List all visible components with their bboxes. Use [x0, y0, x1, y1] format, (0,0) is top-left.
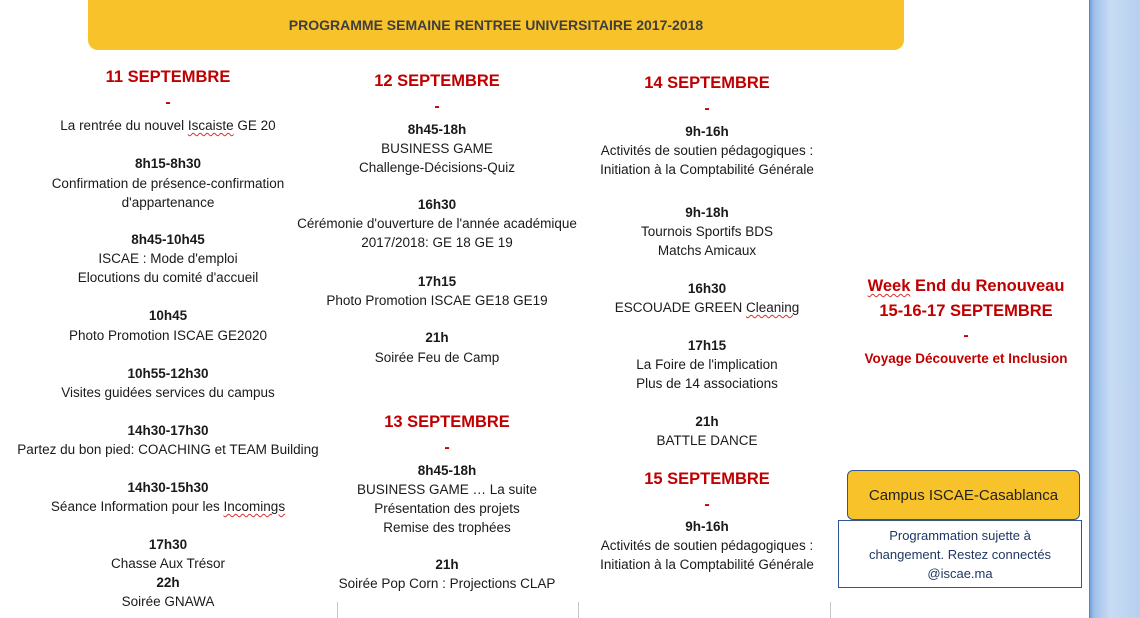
- date-dash: -: [704, 496, 710, 513]
- event-time: 14h30-15h30: [127, 480, 209, 495]
- date-dash: -: [704, 100, 710, 117]
- event-time: 16h30: [687, 281, 727, 296]
- event-time: 8h45-18h: [417, 463, 477, 478]
- event-desc: Elocutions du comité d'accueil: [77, 270, 259, 285]
- event-time: 8h45-18h: [407, 122, 467, 137]
- column-divider: [337, 602, 338, 618]
- notice-line: @iscae.ma: [927, 565, 993, 581]
- event-desc: Activités de soutien pédagogiques :: [600, 143, 814, 158]
- notice-line: Programmation sujette à: [889, 527, 1031, 543]
- event-desc: ISCAE : Mode d'emploi: [98, 251, 238, 266]
- weekend-dash: -: [963, 327, 969, 344]
- event-desc: BATTLE DANCE: [656, 433, 758, 448]
- event-desc: Initiation à la Comptabilité Générale: [600, 162, 814, 177]
- event-desc: d'appartenance: [121, 195, 215, 210]
- event-time: 17h15: [687, 338, 727, 353]
- program-title: PROGRAMME SEMAINE RENTREE UNIVERSITAIRE 2017-2018: [288, 17, 704, 33]
- event-desc: Séance Information pour les Incomings: [50, 499, 286, 514]
- event-desc: BUSINESS GAME … La suite: [356, 482, 538, 497]
- event-desc: Tournois Sportifs BDS: [640, 224, 774, 239]
- column-divider: [578, 602, 579, 618]
- date-heading: 14 SEPTEMBRE: [644, 74, 770, 92]
- event-desc: Visites guidées services du campus: [61, 385, 275, 400]
- event-desc: Soirée GNAWA: [121, 594, 215, 609]
- event-desc: Photo Promotion ISCAE GE18 GE19: [326, 293, 548, 308]
- event-desc: ESCOUADE GREEN Cleaning: [614, 300, 800, 315]
- event-desc: Matchs Amicaux: [657, 243, 757, 258]
- event-time: 10h55-12h30: [127, 366, 209, 381]
- campus-label: Campus ISCAE-Casablanca: [868, 486, 1059, 504]
- window-edge: [1090, 0, 1140, 618]
- event-desc: Soirée Pop Corn : Projections CLAP: [338, 576, 556, 591]
- event-desc: Partez du bon pied: COACHING et TEAM Building: [17, 442, 319, 457]
- event-time: 21h: [695, 414, 719, 429]
- notice-line: changement. Restez connectés: [868, 546, 1052, 562]
- event-desc: Cérémonie d'ouverture de l'année académique: [297, 216, 577, 231]
- program-banner: [88, 0, 904, 50]
- event-desc: La Foire de l'implication: [636, 357, 778, 372]
- event-desc: Remise des trophées: [383, 520, 511, 535]
- date-heading: 12 SEPTEMBRE: [374, 72, 500, 90]
- intro-line: La rentrée du nouvel Iscaiste GE 20: [60, 118, 276, 133]
- date-dash: -: [434, 98, 440, 115]
- event-time: 9h-16h: [685, 124, 729, 139]
- event-desc: Présentation des projets: [374, 501, 520, 516]
- event-desc: 2017/2018: GE 18 GE 19: [361, 235, 513, 250]
- event-desc: Soirée Feu de Camp: [374, 350, 500, 365]
- event-time: 9h-16h: [685, 519, 729, 534]
- event-time: 14h30-17h30: [127, 423, 209, 438]
- date-dash: -: [165, 94, 171, 111]
- event-time: 22h: [156, 575, 180, 590]
- column-divider: [830, 602, 831, 618]
- event-time: 9h-18h: [685, 205, 729, 220]
- event-desc: Initiation à la Comptabilité Générale: [600, 557, 814, 572]
- event-desc: Photo Promotion ISCAE GE2020: [68, 328, 268, 343]
- event-time: 17h15: [417, 274, 457, 289]
- notice-box: [838, 520, 1082, 588]
- event-desc: Activités de soutien pédagogiques :: [600, 538, 814, 553]
- event-desc: Challenge-Décisions-Quiz: [358, 160, 516, 175]
- date-heading: 11 SEPTEMBRE: [105, 68, 231, 86]
- event-time: 8h45-10h45: [131, 232, 205, 247]
- campus-badge: [847, 470, 1080, 520]
- event-desc: Plus de 14 associations: [636, 376, 778, 391]
- event-desc: BUSINESS GAME: [381, 141, 493, 156]
- event-time: 17h30: [148, 537, 188, 552]
- weekend-title: Week End du Renouveau: [867, 277, 1065, 295]
- event-time: 10h45: [148, 308, 188, 323]
- weekend-subtitle: Voyage Découverte et Inclusion: [864, 351, 1068, 366]
- date-dash: -: [444, 439, 450, 456]
- event-desc: Confirmation de présence-confirmation: [51, 176, 285, 191]
- event-time: 21h: [425, 330, 449, 345]
- event-time: 8h15-8h30: [134, 156, 202, 171]
- event-time: 16h30: [417, 197, 457, 212]
- event-time: 21h: [435, 557, 459, 572]
- date-heading: 15 SEPTEMBRE: [644, 470, 770, 488]
- window-border: [1089, 0, 1090, 618]
- event-desc: Chasse Aux Trésor: [110, 556, 226, 571]
- date-heading: 13 SEPTEMBRE: [384, 413, 510, 431]
- weekend-dates: 15-16-17 SEPTEMBRE: [879, 302, 1053, 320]
